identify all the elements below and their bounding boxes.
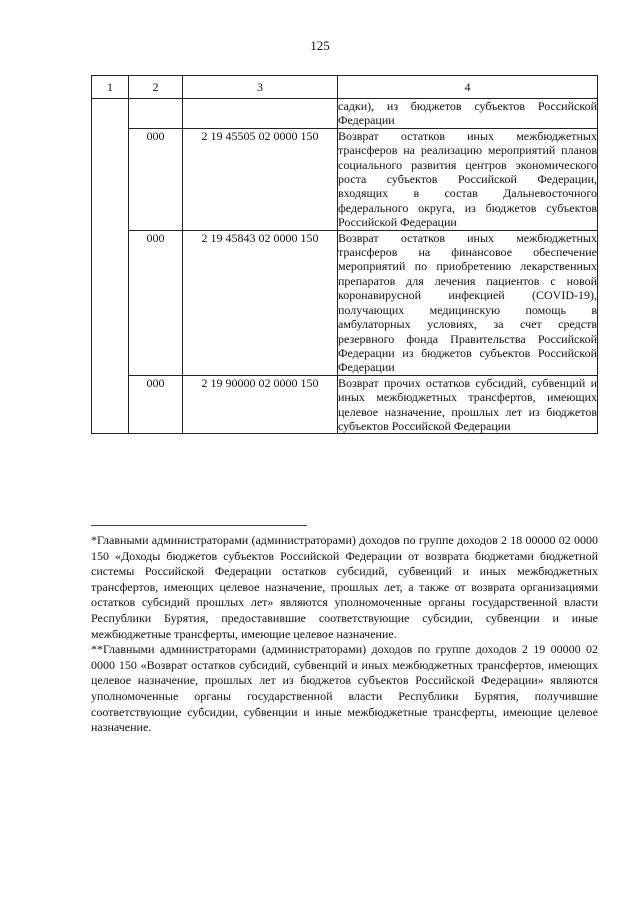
table-row	[92, 99, 598, 129]
table-cell-col2: 000	[129, 128, 183, 230]
table-cell-col1	[92, 99, 129, 434]
table-cell-col4: Возврат остатков иных межбюджетных трансферов на реализацию мероприятий планов социального развития центров экономического роста субъектов Российской Федерации, входящих в состав Дальневосточного федерального округа, из бюджетов субъектов Российской Федерации	[338, 128, 597, 230]
column-header-1: 1	[92, 76, 129, 99]
table-row	[92, 230, 598, 375]
footnotes	[91, 533, 598, 736]
table-cell-col2	[129, 99, 183, 129]
table-row	[92, 375, 598, 434]
table-row	[92, 128, 598, 230]
table-cell-col4: Возврат прочих остатков субсидий, субвенций и иных межбюджетных трансфертов, имеющих целевое назначение, прошлых лет из бюджетов субъектов Российской Федерации	[338, 375, 597, 433]
table-cell-col3: 2 19 45843 02 0000 150	[183, 230, 338, 375]
column-header-3: 3	[183, 76, 338, 99]
budget-table	[91, 75, 598, 434]
table-cell-col3: 2 19 45505 02 0000 150	[183, 128, 338, 230]
table-cell-col3	[183, 99, 338, 129]
table-cell-col4: Возврат остатков иных межбюджетных трансферов на финансовое обеспечение мероприятий по приобретению лекарственных препаратов для лечения пациентов с новой коронавирусной инфекцией (COVID-19), получающих медицинскую помощь в амбулаторных условиях, за счет средств резервного фонда Правительства Российской Федерации из бюджетов субъектов Российской Федерации	[338, 230, 597, 375]
table-cell-col3: 2 19 90000 02 0000 150	[183, 375, 338, 434]
footnote-2: **Главными администраторами (администраторами) доходов по группе доходов 2 19 00000 02 0000 150 «Возврат остатков субсидий, субвенций и иных межбюджетных трансфертов, имеющих целевое назначение, прошлых лет из бюджетов субъектов Российской Федерации» являются уполномоченные органы государственной власти Республики Бурятия, получившие соответствующие субсидии, субвенции и иные межбюджетные трансферты, имеющие целевое назначение.	[91, 642, 598, 735]
column-header-4: 4	[338, 76, 598, 99]
footnote-1: *Главными администраторами (администраторами) доходов по группе доходов 2 18 00000 02 0000 150 «Доходы бюджетов субъектов Российской Федерации от возврата бюджетами бюджетной системы Российской Федерации остатков субсидий, субвенций и иных межбюджетных трансфертов, имеющих целевое назначение, прошлых лет, а также от возврата организациями остатков субсидий прошлых лет» являются уполномоченные органы государственной власти Республики Бурятия, предоставившие соответствующие субсидии, субвенции и иные межбюджетные трансферты, имеющие целевое назначение.	[91, 533, 598, 641]
table-cell-col2: 000	[129, 230, 183, 375]
column-header-2: 2	[129, 76, 183, 99]
page-number: 125	[310, 38, 330, 53]
table-cell-col4: садки), из бюджетов субъектов Российской Федерации	[338, 99, 597, 128]
footnote-divider	[91, 525, 307, 526]
table-cell-col2: 000	[129, 375, 183, 434]
table-header-row	[92, 76, 598, 99]
